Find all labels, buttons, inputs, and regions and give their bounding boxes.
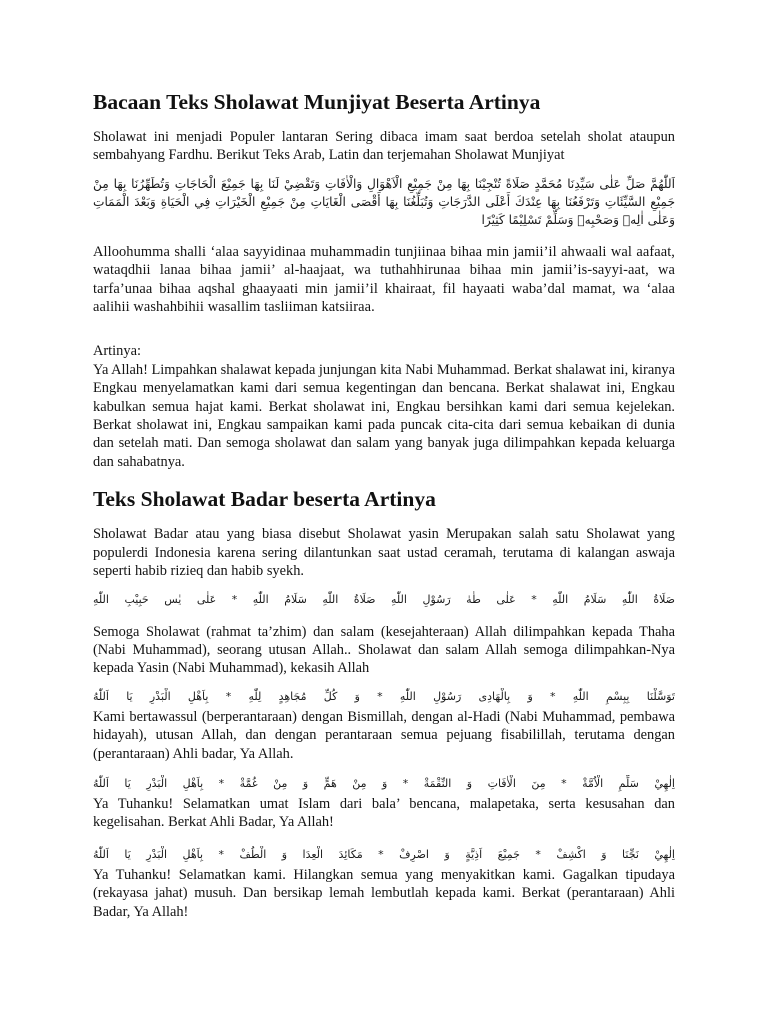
- badar-verse-3-translation: Ya Tuhanku! Selamatkan umat Islam dari bala’ bencana, malapetaka, serta kesusahan dan kegelisahan. Berkat Ahli Badar, Ya Allah!: [93, 795, 675, 831]
- munjiyat-heading: Bacaan Teks Sholawat Munjiyat Beserta Artinya: [93, 90, 541, 114]
- munjiyat-intro: Sholawat ini menjadi Populer lantaran Sering dibaca imam saat berdoa setelah sholat ataupun sembahyang Fardhu. Berikut Teks Arab, Latin dan terjemahan Sholawat Munjiyat: [93, 129, 675, 164]
- badar-verse-2-translation: Kami bertawassul (berperantaraan) dengan Bismillah, dengan al-Hadi (Nabi Muhammad, pembawa hidayah), utusan Allah, dan dengan perantaraan semua pejuang fisabilillah, terutama dengan (perantaraan) Ahli badar, Ya Allah.: [93, 708, 675, 762]
- munjiyat-meaning-label: Artinya:: [93, 343, 141, 360]
- badar-verse-4-arabic: اِلٰهِيْ نَجِّنَا وَ اكْشِفْ * جَمِيْعَ اَذِيَّةٍ وَ اصْرِفْ * مَكَائِدَ الْعِدَا وَ الْطُفْ * بِاَهْلِ الْبَدْرِ يَا اَللّٰهُ: [93, 847, 675, 861]
- munjiyat-arabic-text: اَللّٰهُمَّ صَلِّ عَلٰى سَيِّدِنَا مُحَمَّدٍ صَلَاةً تُنْجِيْنَا بِهَا مِنْ جَمِيْعِ الْاَهْوَالِ وَالْاٰفَاتِ وَتَقْضِيْ لَنَا بِهَا جَمِيْعَ الْحَاجَاتِ وَتُطَهِّرُنَا بِهَا مِنْ جَمِيْعِ السَّيِّئَاتِ وَتَرْفَعُنَا بِهَا عِنْدَكَ أَعْلَى الدَّرَجَاتِ وَتُبَلِّغُنَا بِهَا أَقْصَى الْغَايَاتِ مِنْ جَمِيْعِ الْخَيْرَاتِ فِي الْحَيَاةِ وَبَعْدَ الْمَمَاتِ وَعَلٰى اٰلِهٖ وَصَحْبِهٖ وَسَلِّمْ تَسْلِيْمًا كَثِيْرًا: [93, 176, 675, 227]
- badar-verse-2-arabic: تَوَسَّلْنَا بِبِسْمِ اللّٰهِ * وَ بِالْهَادِى رَسُوْلِ اللّٰهِ * وَ كُلِّ مُجَاهِدٍ لِلّٰهِ * بِاَهْلِ الْبَدْرِ يَا اَللّٰهُ: [93, 689, 675, 703]
- munjiyat-latin-text: Alloohumma shalli ‘alaa sayyidinaa muhammadin tunjiinaa bihaa min jamii’il ahwaali wal aafaat, wataqdhii lanaa bihaa jamii’ al-haajaat, wa tuthahhirunaa bihaa min jamii’is-sayyi-aat, wa tarfa’unaa bihaa aqshal ghaayaati min jamii’il khairaat, fil hayaati waba’dal mamat, wa ‘alaa aalihii washahbihii wasallim tasliiman katsiiraa.: [93, 243, 675, 316]
- badar-heading: Teks Sholawat Badar beserta Artinya: [93, 487, 436, 512]
- badar-verse-1-arabic: صَلَاةُ اللّٰهِ سَلَامُ اللّٰهِ * عَلٰى طٰهٰ رَسُوْلِ اللّٰهِ صَلَاةُ اللّٰهِ سَلَامُ اللّٰهِ * عَلٰى يٰس حَبِيْبِ اللّٰهِ: [93, 592, 675, 606]
- munjiyat-meaning-text: Ya Allah! Limpahkan shalawat kepada junjungan kita Nabi Muhammad. Berkat shalawat ini, kiranya Engkau menyelamatkan kami dari semua kegentingan dan bencana. Berkat shalawat ini, Engkau kabulkan semua hajat kami. Berkat sholawat ini, Engkau bersihkan kami dari semua kejelekan. Berkat sholawat ini, Engkau sampaikan kami pada puncak cita-cita dari semua kebaikan di dunia dan setelah mati. Dan semoga sholawat dan salam yang banyak juga dilimpahkan kepada keluarga dan sahabatnya.: [93, 361, 676, 470]
- document-page: [93, 88, 675, 921]
- badar-verse-3-arabic: اِلٰهِيْ سَلِّمِ الْاُمَّةْ * مِنَ الْاٰفَاتِ وَ النِّقْمَةْ * وَ مِنْ هَمٍّ وَ مِنْ غُمَّةْ * بِاَهْلِ الْبَدْرِ يَا اَللّٰهُ: [93, 776, 675, 790]
- badar-intro: Sholawat Badar atau yang biasa disebut Sholawat yasin Merupakan salah satu Sholawat yang populerdi Indonesia karena sering dilantunkan saat ustad ceramah, terutama di kalangan aswaja seperti habib rizieq dan habib syekh.: [93, 526, 675, 580]
- badar-verse-4-translation: Ya Tuhanku! Selamatkan kami. Hilangkan semua yang menyakitkan kami. Gagalkan tipudaya (rekayasa jahat) musuh. Dan bersikap lemah lembutlah kepada kami. Berkat (perantaraan) Ahli Badar, Ya Allah!: [93, 866, 675, 920]
- badar-verse-1-translation: Semoga Sholawat (rahmat ta’zhim) dan salam (kesejahteraan) Allah dilimpahkan kepada Thaha (Nabi Muhammad), seorang utusan Allah.. Sholawat dan salam Allah semoga dilimpahkan-Nya kepada Yasin (Nabi Muhammad), kekasih Allah: [93, 623, 675, 677]
